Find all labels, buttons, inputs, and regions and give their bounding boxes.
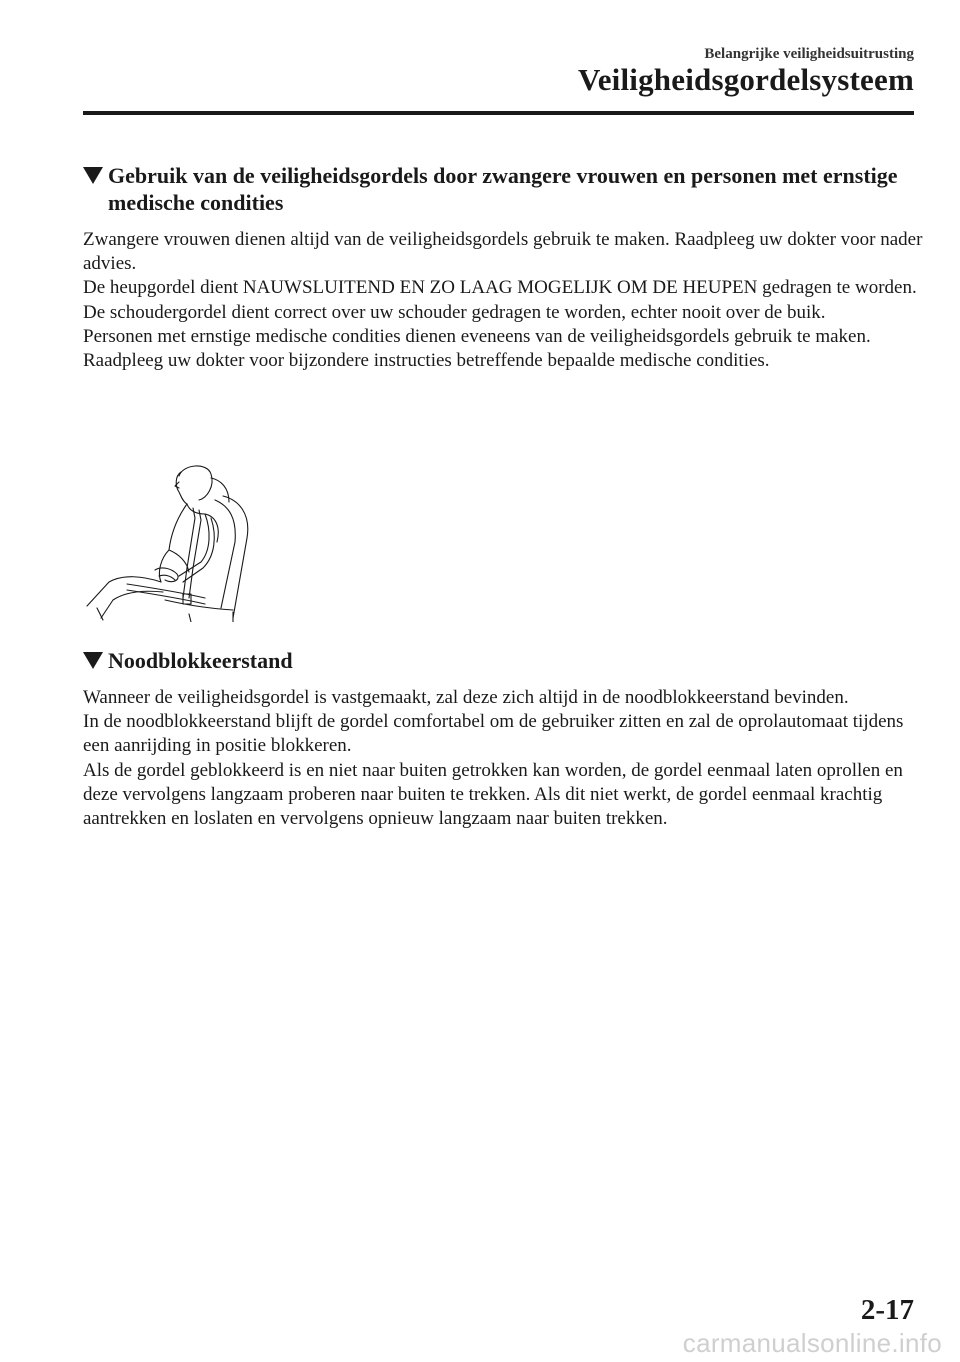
triangle-bullet-icon bbox=[83, 167, 103, 184]
section-body-pregnant bbox=[83, 228, 923, 373]
section-heading-text: Noodblokkeerstand bbox=[108, 648, 293, 673]
triangle-bullet-icon bbox=[83, 652, 103, 669]
paragraph: De schoudergordel dient correct over uw schouder gedragen te worden, echter nooit over de buik. bbox=[83, 301, 826, 323]
paragraph: Personen met ernstige medische condities dienen eveneens van de veiligheidsgordels gebruik te maken. Raadpleeg uw dokter voor bijzondere instructies betreffende bepaalde medische condities. bbox=[83, 325, 871, 372]
section-heading-text: Gebruik van de veiligheidsgordels door zwangere vrouwen en personen met ernstige medische condities bbox=[108, 163, 898, 215]
paragraph: Als de gordel geblokkeerd is en niet naar buiten getrokken kan worden, de gordel eenmaal laten oprollen en deze vervolgens langzaam proberen naar buiten te trekken. Als dit niet werkt, de gordel eenmaal krachtig aantrekken en loslaten en vervolgens opnieuw langzaam naar buiten trekken. bbox=[83, 759, 903, 830]
paragraph: Zwangere vrouwen dienen altijd van de veiligheidsgordels gebruik te maken. Raadpleeg uw dokter voor nader advies. bbox=[83, 229, 923, 275]
paragraph: De heupgordel dient NAUWSLUITEND EN ZO LAAG MOGELIJK OM DE HEUPEN gedragen te worden. bbox=[83, 277, 917, 299]
section-body-emergency-lock bbox=[83, 686, 923, 831]
header-divider bbox=[83, 111, 914, 115]
page-title: Veiligheidsgordelsysteem bbox=[577, 62, 914, 97]
watermark: carmanualsonline.info bbox=[682, 1328, 942, 1358]
page-number: 2-17 bbox=[860, 1294, 914, 1326]
pregnant-woman-seatbelt-illustration bbox=[83, 458, 263, 622]
paragraph: In de noodblokkeerstand blijft de gordel comfortabel om de gebruiker zitten en zal de oprolautomaat tijdens een aanrijding in positie blokkeren. bbox=[83, 711, 904, 757]
section-heading-emergency-lock bbox=[83, 647, 923, 674]
paragraph: Wanneer de veiligheidsgordel is vastgemaakt, zal deze zich altijd in de noodblokkeerstand bevinden. bbox=[83, 687, 849, 708]
section-heading-pregnant bbox=[83, 162, 923, 216]
chapter-title: Belangrijke veiligheidsuitrusting bbox=[704, 46, 914, 62]
